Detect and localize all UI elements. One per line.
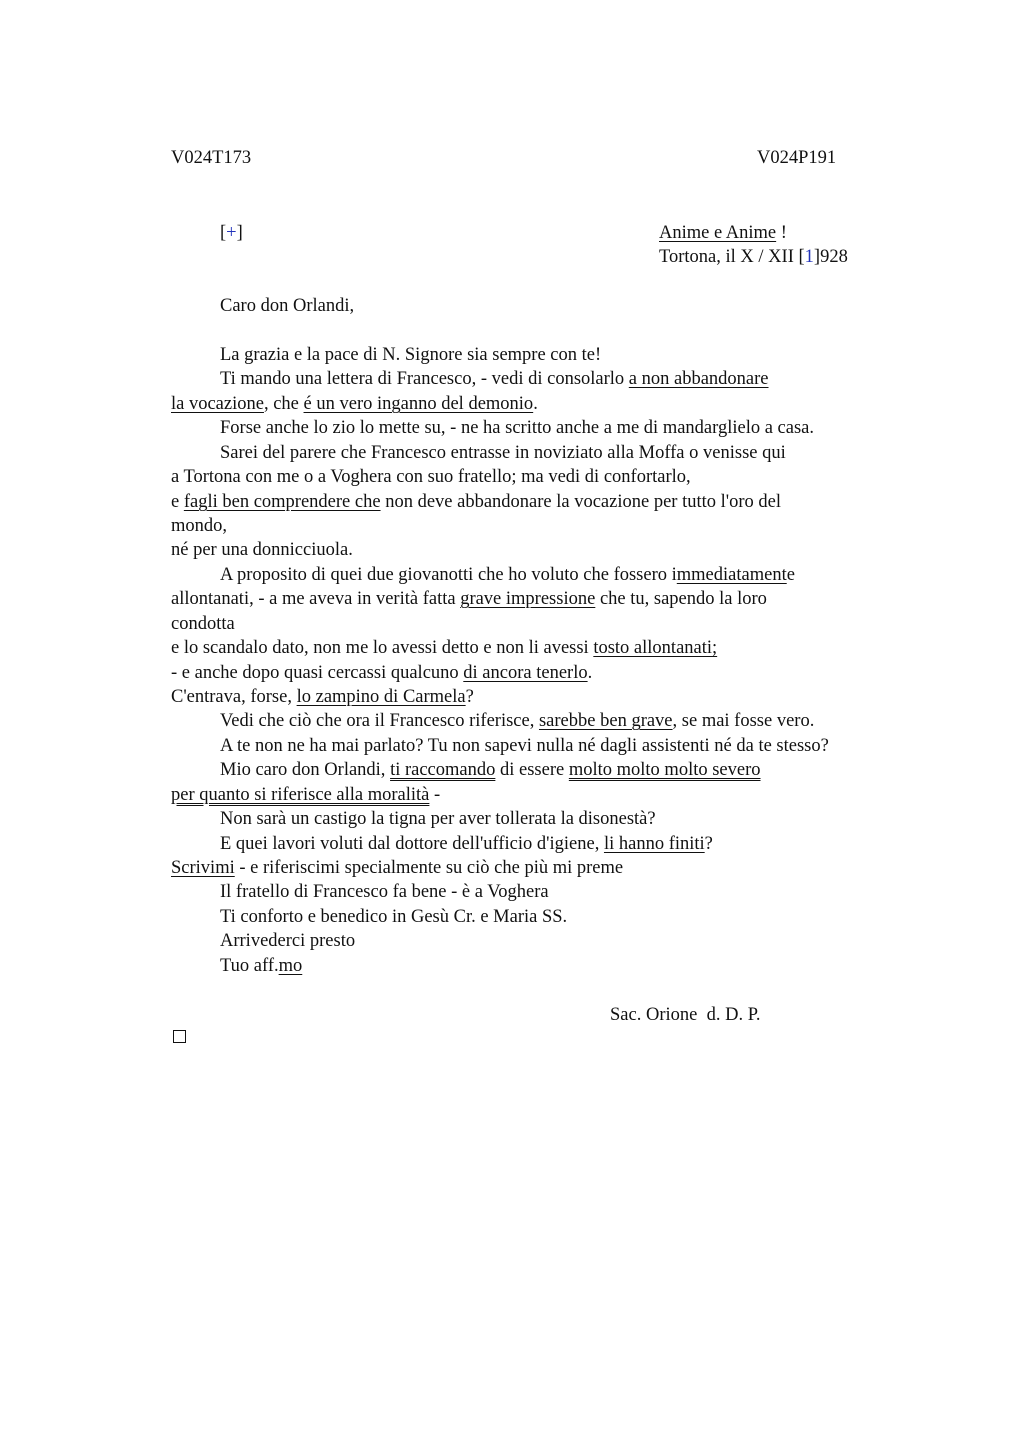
body-line: né per una donnicciuola.: [171, 540, 353, 560]
body-line: Ti conforto e benedico in Gesù Cr. e Maria SS.: [220, 907, 568, 927]
body-line: Arrivederci presto: [220, 931, 356, 951]
body-line: Scrivimi - e riferiscimi specialmente su ciò che più mi preme: [171, 858, 624, 878]
end-marker-square-icon: [173, 1030, 186, 1043]
date-footnote-link[interactable]: 1: [804, 247, 814, 267]
body-line: E quei lavori voluti dal dottore dell'ufficio d'igiene, li hanno finiti?: [220, 834, 713, 854]
motto: Anime e Anime !: [659, 223, 787, 243]
body-line: La grazia e la pace di N. Signore sia sempre con te!: [220, 345, 602, 365]
body-line: C'entrava, forse, lo zampino di Carmela?: [171, 687, 474, 707]
body-line: e lo scandalo dato, non me lo avessi detto e non li avessi tosto allontanati;: [171, 638, 718, 658]
body-line: mondo,: [171, 516, 228, 536]
body-line: - e anche dopo quasi cercassi qualcuno di ancora tenerlo.: [171, 663, 593, 683]
body-line: e fagli ben comprendere che non deve abbandonare la vocazione per tutto l'oro del: [171, 492, 781, 512]
body-line: per quanto si riferisce alla moralità -: [171, 785, 441, 805]
body-line: a Tortona con me o a Voghera con suo fratello; ma vedi di confortarlo,: [171, 467, 691, 487]
body-line: Ti mando una lettera di Francesco, - vedi di consolarlo a non abbandonare: [220, 369, 769, 389]
body-line: Sarei del parere che Francesco entrasse in noviziato alla Moffa o venisse qui: [220, 443, 786, 463]
body-line: Forse anche lo zio lo mette su, - ne ha scritto anche a me di mandarglielo a casa.: [220, 418, 815, 438]
body-line: la vocazione, che é un vero inganno del demonio.: [171, 394, 538, 414]
closing-line: Tuo aff.mo: [220, 956, 303, 976]
note-marker: [+]: [220, 223, 243, 243]
date-line: Tortona, il X / XII [1]928: [659, 247, 848, 267]
body-line: A proposito di quei due giovanotti che ho voluto che fossero immediatamente: [220, 565, 795, 585]
body-line: A te non ne ha mai parlato? Tu non sapevi nulla né dagli assistenti né da te stesso?: [220, 736, 829, 756]
body-line: Non sarà un castigo la tigna per aver tollerata la disonestà?: [220, 809, 656, 829]
note-link[interactable]: +: [226, 223, 237, 243]
salutation: Caro don Orlandi,: [220, 296, 355, 316]
signature: Sac. Orione d. D. P.: [610, 1005, 761, 1025]
body-line: Mio caro don Orlandi, ti raccomando di essere molto molto molto severo: [220, 760, 761, 780]
body-line: condotta: [171, 614, 235, 634]
body-line: Il fratello di Francesco fa bene - è a Voghera: [220, 882, 549, 902]
body-line: allontanati, - a me aveva in verità fatta grave impressione che tu, sapendo la loro: [171, 589, 767, 609]
body-line: Vedi che ciò che ora il Francesco riferisce, sarebbe ben grave, se mai fosse vero.: [220, 711, 815, 731]
document-code-left: V024T173: [171, 148, 252, 168]
document-code-right: V024P191: [757, 148, 837, 168]
